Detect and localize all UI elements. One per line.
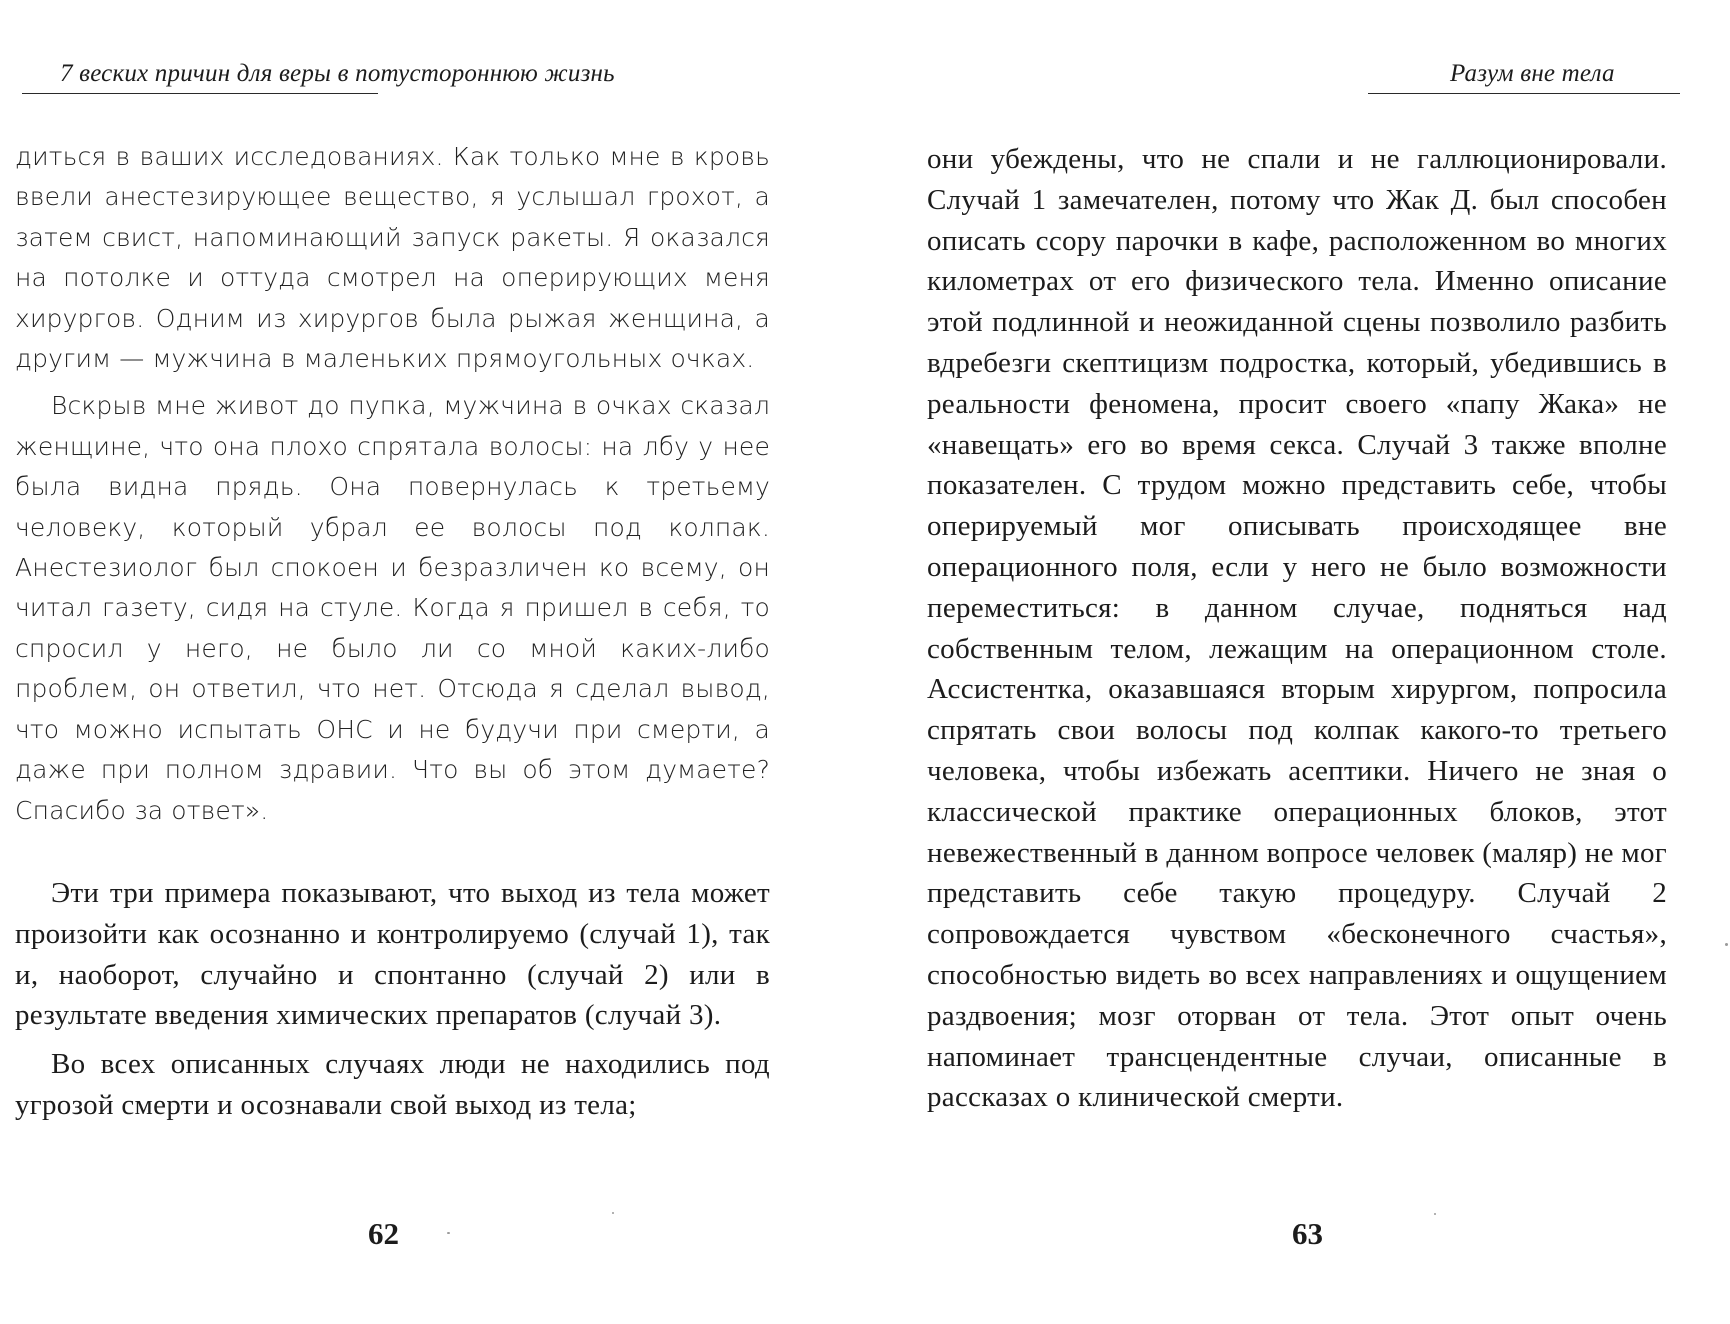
letter-paragraph: Вскрыв мне живот до пупка, мужчина в очках сказал женщине, что она плохо спрятала волосы: на лбу у нее была видна прядь. Она повернулась к третьему человеку, который убрал ее волосы под колпак. Анестезиолог был спокоен и безразличен ко всему, он читал газету, сидя на стуле. Когда я пришел в себя, то спросил у него, не было ли со мной каких-либо проблем, он ответил, что нет. Отсюда я сделал вывод, что можно испытать ОНС и не будучи при смерти, а даже при полном здравии. Что вы об этом думаете? Спасибо за ответ». (15, 391, 770, 825)
author-text-left (15, 873, 770, 1126)
running-head-right: Разум вне тела (1368, 60, 1680, 94)
page-number-right: 63 (1292, 1216, 1323, 1251)
print-speck (612, 1212, 614, 1214)
body-paragraph: они убеждены, что не спали и не галлюционировали. Случай 1 замечателен, потому что Жак Д. был способен описать ссору парочки в кафе, расположенном во многих километрах от его физического тела. Именно описание этой подлинной и неожиданной сцены позволило разбить вдребезги скептицизм подростка, который, убедившись в реальности феномена, просит своего «папу Жака» не «навещать» его во время секса. Случай 3 также вполне показателен. С трудом можно представить себе, чтобы оперируемый мог описывать происходящее вне операционного поля, если у него не было возможности переместиться: в данном случае, подняться над собственным телом, лежащим на операционном столе. Ассистентка, оказавшаяся вторым хирургом, попросила спрятать свои волосы под колпак какого-то третьего человека, чтобы избежать асептики. Ничего не зная о классической практике операционных блоков, этот невежественный в данном вопросе человек (маляр) не мог представить себе такую процедуру. Случай 2 сопровождается чувством «бесконечного счастья», способностью видеть во всех направлениях и ощущением раздвоения; мозг оторван от тела. Этот опыт очень напоминает трансцендентные случаи, описанные в рассказах о клинической смерти. (927, 143, 1667, 1114)
running-head-left: 7 веских причин для веры в потустороннюю жизнь (22, 60, 378, 94)
letter-paragraph: диться в ваших исследованиях. Как только мне в кровь ввели анестезирующее вещество, я услышал грохот, а затем свист, напоминающий запуск ракеты. Я оказался на потолке и оттуда смотрел на оперирующих меня хирургов. Одним из хирургов была рыжая женщина, а другим — мужчина в маленьких прямоугольных очках. (15, 142, 770, 374)
body-paragraph: Эти три примера показывают, что выход из тела может произойти как осознанно и контролируемо (случай 1), так и, наоборот, случайно и спонтанно (случай 2) или в результате введения химических препаратов (случай 3). (15, 877, 770, 1032)
body-paragraph: Во всех описанных случаях люди не находились под угрозой смерти и осознавали свой выход из тела; (15, 1048, 770, 1121)
author-text-right (927, 139, 1667, 1118)
print-speck (1434, 1213, 1436, 1215)
left-page (0, 0, 860, 1324)
right-page (860, 0, 1730, 1324)
quoted-letter (15, 137, 770, 831)
print-speck (447, 1232, 450, 1234)
page-number-left: 62 (368, 1216, 399, 1251)
print-speck (1725, 943, 1728, 946)
